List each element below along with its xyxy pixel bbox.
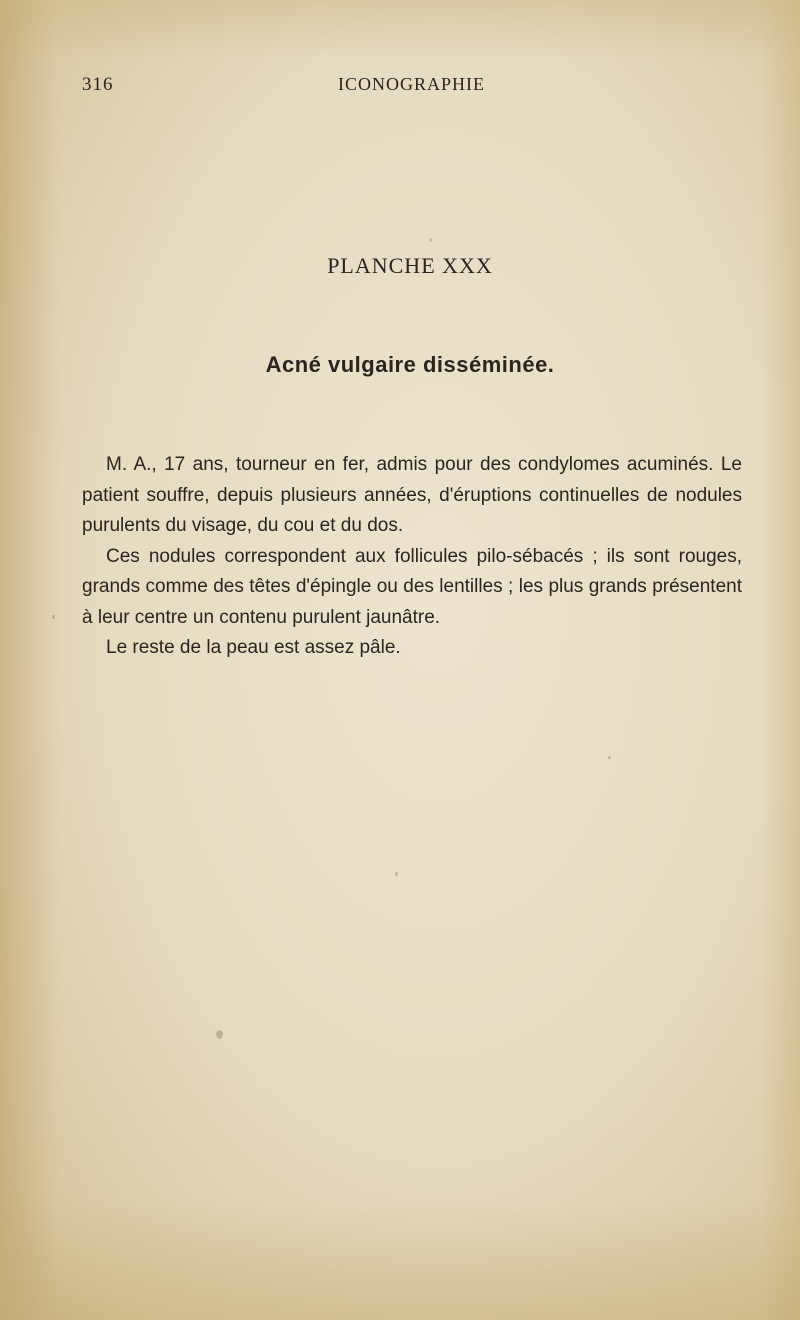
paragraph-case-description: M. A., 17 ans, tourneur en fer, admis pour des condylomes acuminés. Le patient souffre, depuis plusieurs années, d'éruptions continuelles de nodules purulents du visage, du cou et du dos. bbox=[82, 454, 742, 536]
paragraph-skin: Le reste de la peau est assez pâle. bbox=[106, 637, 401, 658]
body-text bbox=[82, 450, 742, 664]
page-edge-shading-bottom bbox=[0, 1200, 800, 1320]
paper-speck bbox=[216, 1030, 223, 1039]
running-head: ICONOGRAPHIE bbox=[338, 74, 485, 94]
paper-speck bbox=[608, 756, 611, 759]
paper-speck bbox=[395, 872, 398, 876]
paper-speck bbox=[52, 615, 55, 619]
article-title: Acné vulgaire disséminée. bbox=[265, 352, 555, 377]
paragraph-nodules: Ces nodules correspondent aux follicules pilo-sébacés ; ils sont rouges, grands comme des têtes d'épingle ou des lentilles ; les plus grands présentent à leur centre un contenu purulent jaunâtre. bbox=[82, 545, 742, 628]
paper-speck bbox=[430, 238, 432, 242]
page-edge-shading-left bbox=[0, 0, 60, 1320]
page-edge-shading-top bbox=[0, 0, 800, 60]
page-edge-shading-right bbox=[760, 0, 800, 1320]
page-number: 316 bbox=[82, 74, 114, 95]
plate-title: PLANCHE XXX bbox=[327, 253, 493, 278]
